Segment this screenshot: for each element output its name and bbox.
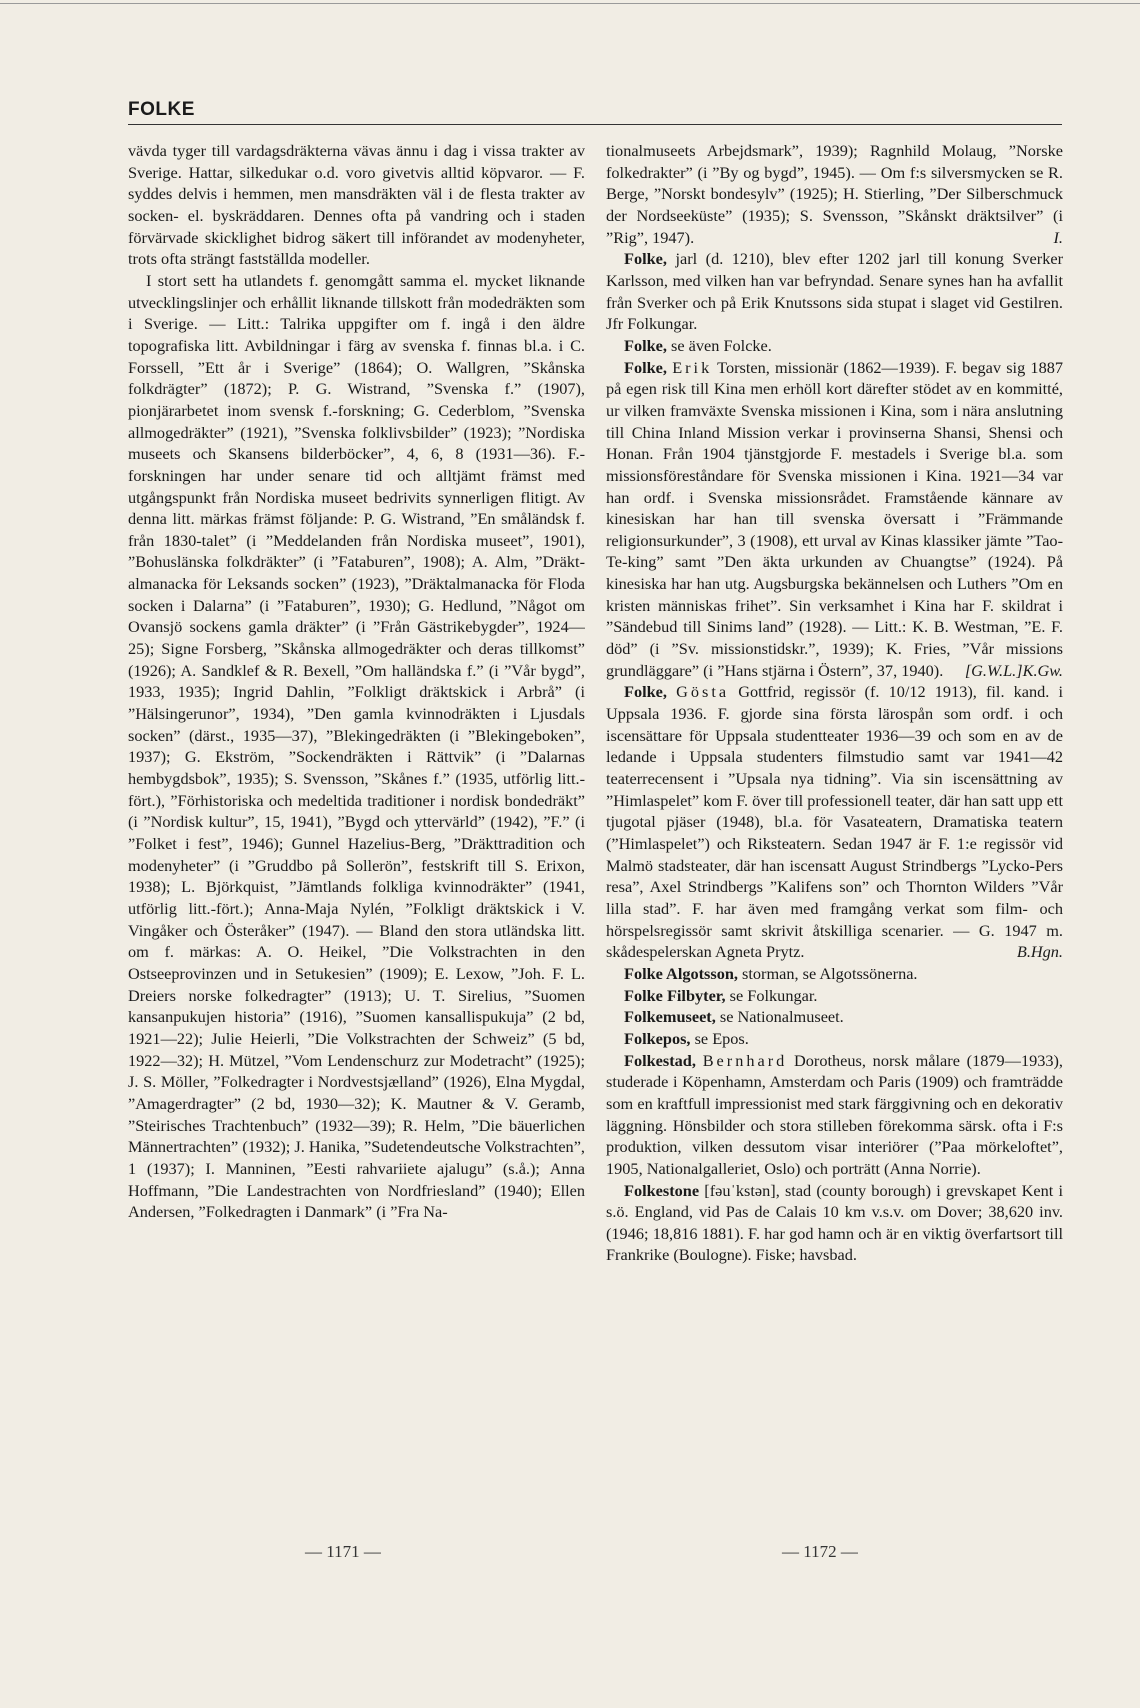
running-head: FOLKE — [128, 99, 195, 120]
left-column — [128, 140, 585, 1515]
entry-headword: Folke, — [624, 249, 667, 269]
entry-signature: [G.W.L.]K.Gw. — [964, 660, 1063, 680]
entry — [606, 357, 1063, 682]
entry — [606, 681, 1063, 963]
intro-signature: I. — [1053, 227, 1063, 247]
entry-list — [606, 248, 1063, 1266]
entry-headword: Folke, — [624, 335, 667, 355]
entry-headword: Folkemuseet, — [624, 1007, 716, 1027]
page-number-left: — 1171 — — [305, 1542, 381, 1561]
right-intro — [606, 140, 1063, 248]
entry-given-name: Gösta — [676, 682, 730, 702]
entry-signature: B.Hgn. — [1016, 942, 1063, 962]
entry-headword: Folkestad, — [624, 1050, 696, 1070]
page-header — [128, 100, 1062, 125]
left-paragraph-2: I stort sett ha utlandets f. genomgått samma el. mycket liknande utvecklingslinjer och erhållit liknande tillskott från modedräkten som i Sverige. — Litt.: Talrika uppgifter om f. ingå i den äldre topografiska litt. Avbildningar i färg av svenska f. finnas bl.a. i C. Forssell, ”Ett år i Sverige” (1864); O. Wallgren, ”Skånska folkdrägter” (1872); P. G. Wistrand, ”Svenska f.” (1907), pionjärarbetet inom svensk f.-forskning; G. Cederblom, ”Svenska allmogedräkter” (1921), ”Svenska folklivsbilder” (1923); ”Nordiska museets och Skansens bilderböcker”, 4, 6, 8 (1931—36). F.-forskningen har under senare tid och alltjämt främst med utgångspunkt från Nordiska museet bedrivits synnerligen flitigt. Av denna litt. märkas främst följande: P. G. Wistrand, ”En småländsk f. från 1830-talet” (i ”Meddelanden från Nordiska museet”, 1901), ”Bohuslänska folkdräkter” (i ”Fataburen”, 1908); A. Alm, ”Dräkt-almanacka för Leksands socken” (1923), ”Dräktalmanacka för Floda socken i Dalarna” (i ”Fataburen”, 1930); G. Hedlund, ”Något om Ovansjö sockens gamla dräkter” (i ”Från Gästrikebygder”, 1924—25); Signe Forsberg, ”Skånska allmogedräkter och deras tillkomst” (1926); A. Sandklef & R. Bexell, ”Om halländska f.” (i ”Vår bygd”, 1933, 1935); Ingrid Dahlin, ”Folkligt dräktskick i Arbrå” (i ”Hälsingerunor”, 1934), ”Den gamla kvinnodräkten i Ljusdals socken” (därst., 1935—37), ”Blekingedräkten (i ”Blekingeboken”, 1937); G. Ekström, ”Sockendräkten i Rättvik” (i ”Dalarnas hembygdsbok”, 1935); S. Svensson, ”Skånes f.” (1935, utförlig litt.-fört.), ”Förhistoriska och medeltida traditioner i nordisk bondedräkt” (i ”Nordisk kultur”, 15, 1941), ”Bygd och yttervärld” (1942), ”F.” (i ”Folket i fest”, 1946); Gunnel Hazelius-Berg, ”Dräkttradition och modenyheter” (i ”Gruddbo på Sollerön”, festskrift till S. Erixon, 1938); L. Björkquist, ”Jämtlands folkliga kvinnodräkter” (1941, utförlig litt.-fört.); Anna-Maja Nylén, ”Folkligt dräktskick i V. Vingåker och Österåker” (1947). — Bland den stora utländska litt. om f. märkas: A. O. Heikel, ”Die Volkstrachten in den Ostseeprovinzen und in Setukesien” (1909); E. Lexow, ”Joh. F. L. Dreiers norske folkedragter” (1913); U. T. Sirelius, ”Suomen kansanpukujen historia” (1916), ”Suomen kansallispukuja” (2 bd, 1921—22); Julie Heierli, ”Die Volkstrachten der Schweiz” (5 bd, 1922—32); H. Mützel, ”Vom Lendenschurz zur Modetracht” (1925); J. S. Möller, ”Folkedragter i Nordvestsjælland” (1926), Elna Mygdal, ”Amagerdragter” (2 bd, 1930—32); K. Mautner & V. Geramb, ”Steirisches Trachtenbuch” (1932—39); R. Helm, ”Die bäuerlichen Männertrachten” (1932); J. Hanika, ”Sudetendeutsche Volkstrachten”, 1 (1937); I. Manninen, ”Eesti rahvariiete ajalugu” (s.å.); Anna Hoffmann, ”Die Landestrachten von Nordfriesland” (1940); Ellen Andersen, ”Folkedragten i Danmark” (i ”Fra Na- — [128, 270, 585, 1222]
entry-text: se Epos. — [690, 1028, 749, 1048]
right-column — [606, 140, 1063, 1515]
intro-text: tionalmuseets Arbejdsmark”, 1939); Ragnhild Molaug, ”Norske folkedrakter” (i ”By og bygd”, 1945). — Om f:s silversmycken se R. Berge, ”Norskt bondesylv” (1925); H. Stierling, ”Der Silberschmuck der Nordseeküste” (1935); S. Svensson, ”Skånskt dräktsilver” (i ”Rig”, 1947). — [606, 141, 1063, 247]
entry-headword: Folke Algotsson, — [624, 963, 738, 983]
entry-text: Torsten, missionär (1862—1939). F. begav sig 1887 på egen risk till Kina men erhöll kort därefter stödet av en kommitté, ur vilken framväxte Svenska missionen i Kina, som i nära anslutning till China Inland Mission verkar i provinserna Shansi, Shensi och Honan. Från 1904 tjänstgjorde F. mestadels i Sverige bl.a. som missionsföreståndare för Svenska missionen i Kina. 1921—34 var han ordf. i Svenska missionsrådet. Framstående kännare av kinesiskan har han till svenska översatt i ”Främmande religionsurkunder”, 3 (1908), ett urval av Kinas klassiker jämte ”Tao-Te-king” samt ”Den äkta urkunden av Chuangtse” (1924). På kinesiska har han utg. Augsburgska bekännelsen och Luthers ”Om en kristen människas frihet”. Sin verksamhet i Kina har F. skildrat i ”Sändebud till Sinims land” (1928). — Litt.: K. B. Westman, ”E. F. död” (i ”Sv. missionstidskr.”, 1939); K. Fries, ”Vår missions grundläggare” (i ”Hans stjärna i Östern”, 37, 1940). — [606, 357, 1063, 680]
entry-text: se Nationalmuseet. — [715, 1007, 844, 1027]
top-rule — [0, 3, 1140, 4]
entry — [606, 1050, 1063, 1180]
entry-text: storman, se Algotssönerna. — [737, 963, 918, 983]
entry-headword: Folke, — [624, 682, 667, 702]
entry-headword: Folke, — [624, 357, 667, 377]
entry-text: [fəuˈkstən], stad (county borough) i grevskapet Kent i s.ö. England, vid Pas de Calais 10 km v.s.v. om Dover; 38,620 inv. (1946; 18,816 1881). F. har god hamn och är en viktig överfartsort till Frankrike (Boulogne). Fiske; havsbad. — [606, 1180, 1063, 1265]
left-paragraph-1: vävda tyger till vardagsdräkterna vävas ännu i dag i vissa trakter av Sverige. Hattar, silkedukar o.d. voro givetvis alltid köpvaror. — F. syddes delvis i hemmen, men mansdräkten väl i de flesta trakter av socken- el. byskräddaren. Dennes ofta på vandring och i staden förvärvade skicklighet bidrog säkert till införandet av modenyheter, trots ofta strängt fastställda modeller. — [128, 141, 585, 269]
entry-headword: Folkestone — [624, 1180, 700, 1200]
entry — [606, 248, 1063, 335]
entry-text: jarl (d. 1210), blev efter 1202 jarl till konung Sverker Karlsson, med vilken han var befryndad. Senare synes han ha avfallit från Sverker och på Erik Knutssons sida stupat i slaget vid Gestilren. Jfr Folkungar. — [606, 249, 1063, 334]
entry-given-name: Erik — [672, 357, 713, 377]
entry-text: se Folkungar. — [725, 985, 818, 1005]
entry — [606, 335, 1063, 357]
entry — [606, 1028, 1063, 1050]
entry-given-name: Bernhard — [702, 1050, 788, 1070]
entry — [606, 963, 1063, 985]
entry-headword: Folke Filbyter, — [624, 985, 726, 1005]
entry-headword: Folkepos, — [624, 1028, 691, 1048]
entry-text: se även Folcke. — [666, 335, 772, 355]
page-number-right: — 1172 — — [782, 1542, 858, 1561]
entry-text: Gottfrid, regissör (f. 10/12 1913), fil. kand. i Uppsala 1936. F. gjorde sina första lärospån som ordf. i och iscensättare för Uppsala studentteater 1936—39 och som en av de ledande i Uppsala studenters filmstudio samt var 1941—42 teaterrecensent i ”Upsala nya tidning”. Via sin iscensättning av ”Himlaspelet” kom F. över till professionell teater, där han satt upp ett tjugotal pjäser (1948), bl.a. för Vasateatern, Dramatiska teatern (”Himlaspelet”) och Riksteatern. Sedan 1947 är F. 1:e regissör vid Malmö stadsteater, där han iscensatt August Strindbergs ”Lycko-Pers resa”, Axel Strindbergs ”Kalifens son” och Thornton Wilders ”Vår lilla stad”. F. har även med framgång verkat som film- och hörspelsregissör samt skrivit åtskilliga scenarier. — G. 1947 m. skådespelerskan Agneta Prytz. — [606, 682, 1063, 962]
entry — [606, 1006, 1063, 1028]
entry — [606, 985, 1063, 1007]
entry — [606, 1180, 1063, 1267]
entry-text: Dorotheus, norsk målare (1879—1933), studerade i Köpenhamn, Amsterdam och Paris (1909) och framträdde som en kraftfull impressionist med stark färggivning och en dekorativ läggning. Hönsbilder och stora stilleben förekomma särsk. ofta i F:s produktion, vilken dessutom visar interiörer (”Paa mörkeloftet”, 1905, Nationalgalleriet, Oslo) och porträtt (Anna Norrie). — [606, 1050, 1063, 1178]
